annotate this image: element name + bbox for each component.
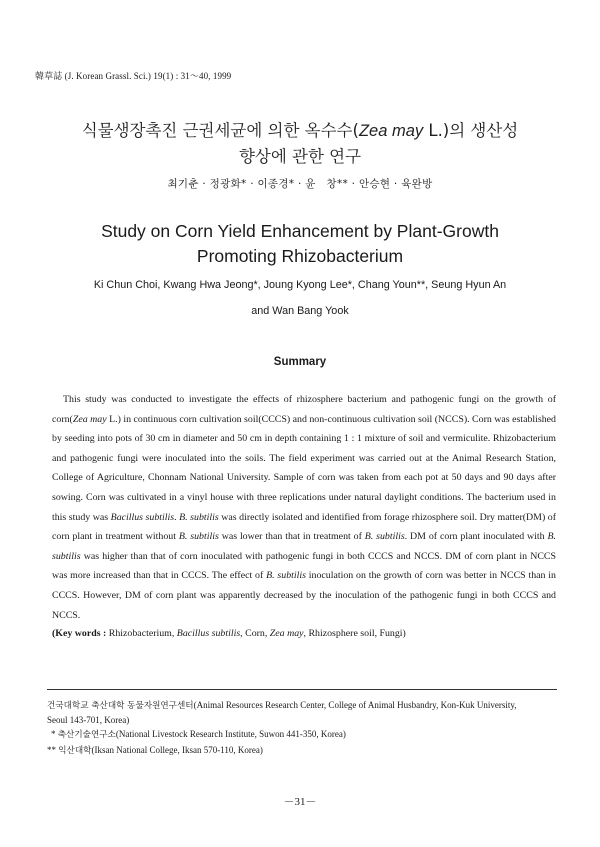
page-number: －31－ xyxy=(283,796,317,808)
footnote-divider xyxy=(47,689,557,690)
footnotes xyxy=(47,698,567,758)
korean-authors: 최기춘 · 정광화* · 이종경* · 윤 창** · 안승현 · 육완방 xyxy=(167,178,433,190)
english-authors-line-2: and Wan Bang Yook xyxy=(251,305,349,317)
footnote-affiliation-1-cont: Seoul 143-701, Korea) xyxy=(47,715,130,726)
english-title-line-2: Promoting Rhizobacterium xyxy=(196,246,404,266)
summary-paragraph: This study was conducted to investigate the effects of rhizosphere bacterium and pathogenic fungi on the growth of corn(Zea may L.) in continuous corn cultivation soil(CCCS) and non-continuous cultivation soil (NCCS). Corn was established by seeding into pots of 30 cm in diameter and 50 cm in depth containing 1 : 1 mixture of soil and vermiculite. Rhizobacterium and pathogenic fungi were inoculated into the soils. The field experiment was carried out at the Animal Research Station, College of Agriculture, Chonnam National University. Sample of corn was taken from each pot at 50 days and 90 days after sowing. Corn was cultivated in a vinyl house with three replications under natural daylight conditions. The bacterium used in this study was Bacillus subtilis. B. subtilis was directly isolated and identified from forage rhizosphere soil. Dry matter(DM) of corn plant in treatment without B. subtilis was lower than that in treatment of B. subtilis. DM of corn plant inoculated with B. subtilis was higher than that of corn inoculated with pathogenic fungi in both CCCS and NCCS. DM of corn plant in NCCS was more increased than that in CCCS. The effect of B. subtilis inoculation on the growth of corn was better in NCCS than in CCCS. However, DM of corn plant was apparently decreased by the inoculation of the pathogenic fungi in both CCCS and NCCS. xyxy=(52,394,557,621)
summary-body xyxy=(52,390,556,625)
korean-title-line-2: 향상에 관한 연구 xyxy=(238,147,362,166)
english-authors-line-1: Ki Chun Choi, Kwang Hwa Jeong*, Joung Kyong Lee*, Chang Youn**, Seung Hyun An xyxy=(93,279,507,291)
summary-heading: Summary xyxy=(273,356,327,368)
footnote-affiliation-2: * 축산기술연구소(National Livestock Research Institute, Suwon 441-350, Korea) xyxy=(51,729,346,741)
footnote-affiliation-3: ** 익산대학(Iksan National College, Iksan 570-110, Korea) xyxy=(47,744,263,756)
keywords-line: (Key words : Rhizobacterium, Bacillus subtilis, Corn, Zea may, Rhizosphere soil, Fungi) xyxy=(52,628,406,639)
english-title-line-1: Study on Corn Yield Enhancement by Plant-Growth xyxy=(101,221,499,241)
journal-reference: 韓草誌 (J. Korean Grassl. Sci.) 19(1) : 31～40, 1999 xyxy=(35,71,232,81)
footnote-affiliation-1: 건국대학교 축산대학 동물자원연구센터(Animal Resources Research Center, College of Animal Husbandry, Kon-Kuk University, xyxy=(47,700,517,711)
korean-title-line-1: 식물생장촉진 근권세균에 의한 옥수수(Zea may L.)의 생산성 xyxy=(81,121,519,140)
